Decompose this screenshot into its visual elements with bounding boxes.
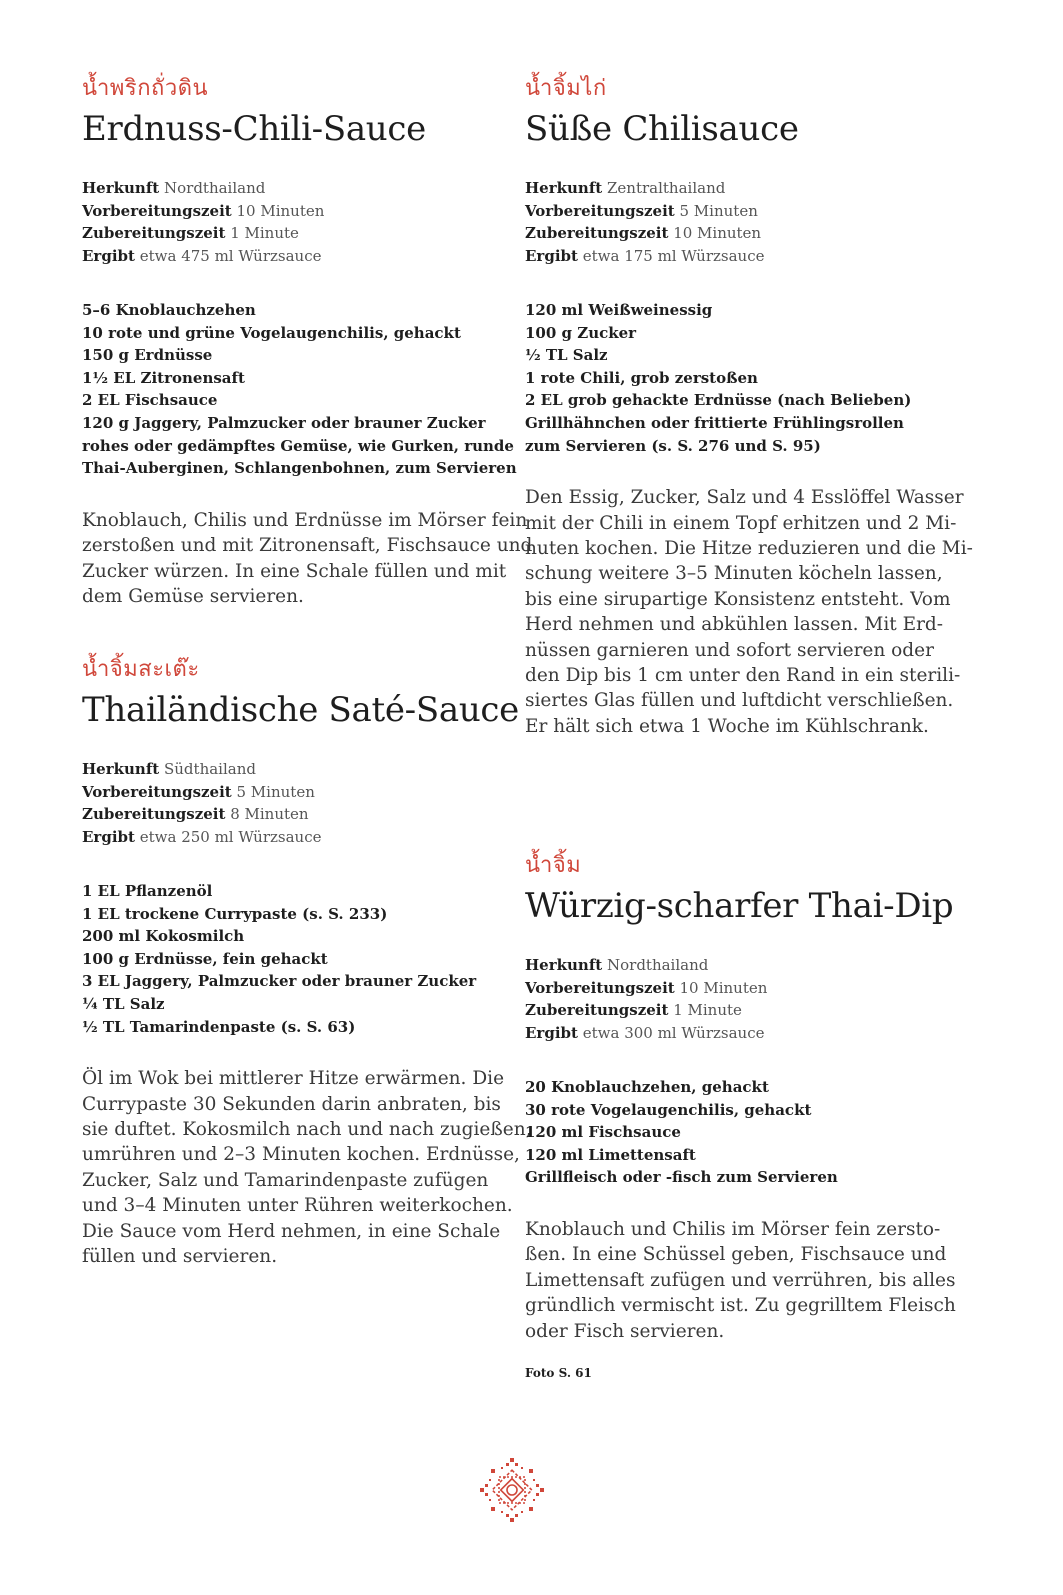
meta-row: [82, 222, 532, 245]
meta-row: [525, 1022, 956, 1045]
thai-ornament-icon: [477, 1455, 547, 1525]
recipe-title: Erdnuss-Chili-Sauce: [82, 109, 426, 149]
method-line: gründlich vermischt ist. Zu gegrilltem Fleisch: [525, 1295, 956, 1317]
meta-value: Südthailand: [164, 760, 256, 778]
ingredient: 120 ml Weißweinessig: [525, 301, 713, 319]
meta-label: Herkunft: [525, 179, 603, 197]
ingredient: 30 rote Vogelaugenchilis, gehackt: [525, 1100, 812, 1119]
method-line: mit der Chili in einem Topf erhitzen und 2 Mi-: [525, 512, 957, 534]
meta-label: Herkunft: [525, 956, 603, 974]
method-text: [82, 508, 532, 610]
method-line: Zucker würzen. In eine Schale füllen und mit: [82, 560, 507, 582]
thai-title: น้ำจิ้ม: [525, 853, 582, 878]
ingredient-list: [82, 299, 532, 480]
meta-row: [525, 999, 956, 1022]
ingredient-list: [525, 299, 973, 457]
ingredient: 120 ml Limettensaft: [525, 1145, 696, 1164]
ingredient-list: [525, 1076, 956, 1189]
recipe-meta: [82, 177, 532, 267]
meta-row: [525, 200, 973, 223]
meta-label: Vorbereitungszeit: [82, 782, 232, 801]
method-line: nüssen garnieren und sofort servieren oder: [525, 639, 934, 661]
meta-label: Ergibt: [525, 1023, 578, 1042]
ingredient: ¼ TL Salz: [82, 994, 165, 1013]
meta-row: [82, 803, 531, 826]
meta-row: [525, 245, 973, 268]
meta-value: 1 Minute: [673, 1001, 742, 1019]
meta-row: [82, 781, 531, 804]
meta-value: etwa 300 ml Würzsauce: [582, 1023, 765, 1042]
recipe-title: Thailändische Saté-Sauce: [82, 690, 519, 730]
ingredient: 10 rote und grüne Vogelaugenchilis, gehackt: [82, 323, 461, 342]
thai-title: น้ำจิ้มสะเต๊ะ: [82, 657, 200, 682]
method-line: bis eine sirupartige Konsistenz entsteht. Vom: [525, 588, 951, 610]
method-line: Zucker, Salz und Tamarindenpaste zufügen: [82, 1169, 489, 1191]
meta-label: Zubereitungszeit: [525, 224, 669, 242]
ingredient: 100 g Zucker: [525, 323, 637, 342]
meta-value: etwa 475 ml Würzsauce: [139, 246, 322, 265]
recipe-title: Würzig-scharfer Thai-Dip: [525, 886, 954, 926]
meta-row: [82, 758, 531, 781]
meta-value: 10 Minuten: [673, 224, 762, 242]
recipe-suesse-chilisauce: [525, 75, 973, 739]
ingredient: 20 Knoblauchzehen, gehackt: [525, 1078, 769, 1096]
meta-value: etwa 250 ml Würzsauce: [139, 827, 322, 846]
ingredient: ½ TL Salz: [525, 346, 608, 365]
recipe-meta: [525, 177, 973, 267]
method-text: [82, 1066, 531, 1269]
meta-label: Vorbereitungszeit: [525, 201, 675, 220]
ingredient: 100 g Erdnüsse, fein gehackt: [82, 949, 328, 968]
thai-title: น้ำพริกถั่วดิน: [82, 76, 209, 101]
method-line: siertes Glas füllen und luftdicht verschließen.: [525, 690, 954, 712]
ingredient: 2 EL grob gehackte Erdnüsse (nach Belieben): [525, 391, 912, 410]
ingredient: 2 EL Fischsauce: [82, 391, 218, 410]
recipe-meta: [525, 954, 956, 1044]
photo-reference: Foto S. 61: [525, 1366, 592, 1380]
method-line: umrühren und 2–3 Minuten kochen. Erdnüsse,: [82, 1144, 520, 1166]
ingredient-list: [82, 880, 531, 1038]
ingredient: 150 g Erdnüsse: [82, 346, 213, 365]
meta-label: Vorbereitungszeit: [82, 201, 232, 220]
meta-row: [82, 245, 532, 268]
method-line: Die Sauce vom Herd nehmen, in eine Schale: [82, 1220, 501, 1242]
recipe-meta: [82, 758, 531, 848]
meta-row: [525, 222, 973, 245]
meta-value: etwa 175 ml Würzsauce: [582, 246, 765, 265]
recipe-wuerzig-scharfer-thai-dip: [525, 852, 956, 1380]
ingredient: rohes oder gedämpftes Gemüse, wie Gurken, runde: [82, 436, 514, 455]
ingredient: 120 g Jaggery, Palmzucker oder brauner Zucker: [82, 413, 486, 432]
method-line: füllen und servieren.: [82, 1246, 278, 1267]
meta-value: Nordthailand: [164, 179, 266, 197]
ingredient: 200 ml Kokosmilch: [82, 927, 245, 946]
meta-label: Herkunft: [82, 760, 160, 778]
ingredient: 3 EL Jaggery, Palmzucker oder brauner Zucker: [82, 972, 477, 991]
ingredient: ½ TL Tamarindenpaste (s. S. 63): [82, 1017, 356, 1036]
method-line: oder Fisch servieren.: [525, 1320, 725, 1342]
recipe-title: Süße Chilisauce: [525, 109, 799, 149]
meta-label: Ergibt: [82, 246, 135, 265]
method-line: Herd nehmen und abkühlen lassen. Mit Erd-: [525, 614, 944, 636]
meta-row: [525, 177, 973, 200]
thai-title: น้ำจิ้มไก่: [525, 76, 607, 101]
method-line: und 3–4 Minuten unter Rühren weiterkochen.: [82, 1195, 513, 1217]
meta-label: Zubereitungszeit: [82, 224, 226, 242]
meta-value: 10 Minuten: [679, 978, 768, 997]
method-line: Den Essig, Zucker, Salz und 4 Esslöffel Wasser: [525, 487, 964, 509]
method-line: sie duftet. Kokosmilch nach und nach zugießen,: [82, 1118, 532, 1140]
meta-label: Zubereitungszeit: [525, 1001, 669, 1019]
ingredient: Grillfleisch oder -fisch zum Servieren: [525, 1168, 838, 1187]
method-line: den Dip bis 1 cm unter den Rand in ein sterili-: [525, 665, 961, 686]
meta-row: [82, 200, 532, 223]
meta-value: 10 Minuten: [236, 201, 325, 220]
method-line: Currypaste 30 Sekunden darin anbraten, bis: [82, 1093, 501, 1115]
meta-row: [525, 954, 956, 977]
method-line: Er hält sich etwa 1 Woche im Kühlschrank.: [525, 715, 929, 737]
meta-value: 1 Minute: [230, 224, 299, 242]
ingredient: 1 rote Chili, grob zerstoßen: [525, 368, 758, 387]
meta-row: [82, 826, 531, 849]
meta-value: Zentralthailand: [607, 179, 726, 197]
ingredient: 1 EL trockene Currypaste (s. S. 233): [82, 904, 388, 923]
meta-value: 5 Minuten: [236, 782, 315, 801]
method-line: schung weitere 3–5 Minuten köcheln lassen,: [525, 563, 943, 585]
method-line: Knoblauch, Chilis und Erdnüsse im Mörser fein: [82, 509, 528, 531]
method-line: zerstoßen und mit Zitronensaft, Fischsauce und: [82, 535, 533, 557]
method-line: Knoblauch und Chilis im Mörser fein zersto-: [525, 1218, 941, 1240]
ingredient: zum Servieren (s. S. 276 und S. 95): [525, 436, 821, 455]
method-line: ßen. In eine Schüssel geben, Fischsauce und: [525, 1244, 947, 1266]
meta-label: Ergibt: [82, 827, 135, 846]
meta-label: Herkunft: [82, 179, 160, 197]
method-line: nuten kochen. Die Hitze reduzieren und die Mi-: [525, 537, 973, 559]
meta-value: 8 Minuten: [230, 805, 309, 823]
ingredient: 1½ EL Zitronensaft: [82, 368, 245, 387]
meta-row: [82, 177, 532, 200]
ingredient: 5–6 Knoblauchzehen: [82, 301, 256, 319]
recipe-thailaendische-sate-sauce: [82, 656, 531, 1269]
method-line: dem Gemüse servieren.: [82, 585, 304, 607]
method-text: [525, 1217, 956, 1344]
ingredient: Grillhähnchen oder frittierte Frühlingsrollen: [525, 413, 904, 432]
meta-value: Nordthailand: [607, 956, 709, 974]
ingredient: 120 ml Fischsauce: [525, 1123, 681, 1142]
method-line: Öl im Wok bei mittlerer Hitze erwärmen. Die: [82, 1068, 505, 1090]
ingredient: 1 EL Pflanzenöl: [82, 882, 213, 900]
method-text: [525, 485, 973, 739]
meta-label: Zubereitungszeit: [82, 805, 226, 823]
meta-row: [525, 977, 956, 1000]
recipe-erdnuss-chili-sauce: [82, 75, 532, 609]
meta-label: Ergibt: [525, 246, 578, 265]
meta-label: Vorbereitungszeit: [525, 978, 675, 997]
meta-value: 5 Minuten: [679, 201, 758, 220]
ingredient: Thai-Auberginen, Schlangenbohnen, zum Servieren: [82, 459, 517, 478]
method-line: Limettensaft zufügen und verrühren, bis alles: [525, 1269, 956, 1291]
